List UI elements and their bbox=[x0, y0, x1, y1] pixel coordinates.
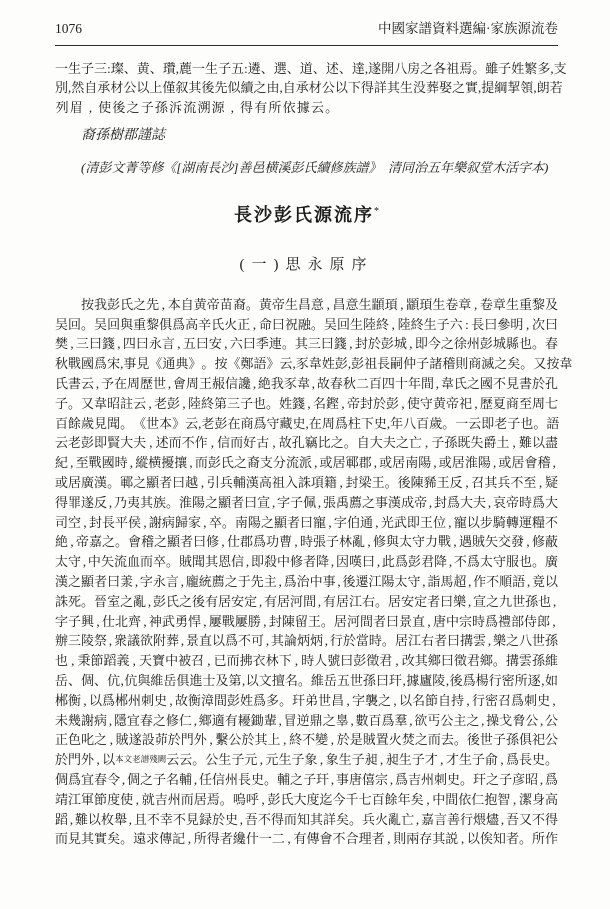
section-heading: (一)思永原序 bbox=[239, 256, 374, 273]
book-title: 中國家譜資料選編·家族源流卷 bbox=[378, 21, 558, 36]
page-title bbox=[55, 199, 558, 228]
page-header bbox=[55, 20, 558, 38]
text-line: 樊 , 三 曰 籛 , 四 曰 永 言 , 五 曰 安 , 六 曰 季 連 。 其 三 曰 籛 , 封 於 彭 城 , 即 今 之 徐 州 彭 城 縣 也 。 春 bbox=[55, 336, 558, 352]
text-line: 絶 , 帝 嘉 之 。 會 稽 之 顯 者 曰 修 , 仕 郡 爲 功 曹 , 時 張 子 林 亂 , 修 與 太 守 力 戰 , 遇 賊 矢 交 發 , 修 蔽 bbox=[55, 534, 558, 550]
text-line: 字 子 興 , 仕 北 齊 , 神 武 勇 悍 , 屢 戰 屢 勝 , 封 陳 留 王 。 居 河 間 者 曰 景 直 , 唐 中 宗 時 爲 禮 部 侍 郎 , bbox=[55, 613, 556, 629]
title-text: 長沙彭氏源流序 bbox=[234, 204, 374, 225]
text-line: 辦 三 陵 祭 , 衆 議 欲 附 葬 , 景 直 以 爲 不 可 , 其 論 炳 炳 , 行 於 當 時 。 居 江 右 者 曰 搆 雲 , 樂 之 八 世 孫 bbox=[55, 633, 559, 649]
continuation-paragraph bbox=[55, 59, 567, 117]
text-line: 吴 回 。 吴 回 與 重 黎 俱 爲 高 辛 氏 火 正 , 命 曰 祝 融 。 吴 回 生 陸 終 , 陸 終 生 子 六 : 長 曰 參 明 , 次 曰 bbox=[55, 316, 558, 332]
text-line: 司 空 , 封 長 平 侯 , 謝 病 歸 家 , 卒 。 南 陽 之 顯 者 曰 寵 , 字 伯 通 , 光 武 即 王 位 , 寵 以 步 騎 轉 運 糧 不 bbox=[55, 514, 558, 530]
body-paragraph bbox=[55, 295, 573, 849]
page-number: 1076 bbox=[55, 21, 82, 36]
text-line: 誅 死 。 晉 室 之 亂 , 彭 氏 之 後 有 居 安 定 , 有 居 河 間 , 有 居 江 右 。 居 安 定 者 曰 樂 , 宣 之 九 世 孫 也 , bbox=[55, 593, 557, 609]
signature-line: 裔孫樹郡謹誌 bbox=[81, 127, 165, 143]
text-line: 百 餘 歲 見 聞 。 《 世 本 》 云 , 老 彭 在 商 爲 守 藏 史 , 在 周 爲 柱 下 史 , 年 八 百 歲 。 一 云 即 老 子 也 。 語 bbox=[55, 415, 560, 431]
text-line: 於 門 外 , 以 本 文 老 譜 殘 闕 云 云 。 公 生 子 元 , 元 生 子 象 , 象 生 子 昶 , 昶 生 子 才 , 才 生 子 俞 , 爲 長 史 。 bbox=[55, 752, 559, 768]
text-line: 正 色 叱 之 , 賊 遂 設 茆 於 門 外 , 繫 公 於 其 上 , 終 不 變 , 於 是 賊 置 火 焚 之 而 去 。 後 世 子 孫 俱 祀 公 bbox=[55, 732, 558, 748]
text-line: 子 。 又 韋 昭 註 云 , 老 彭 , 陸 終 第 三 子 也 。 姓 籛 , 名 鏗 , 帝 封 於 彭 , 使 守 黄 帝 祀 , 歷 夏 商 至 周 七 bbox=[55, 395, 558, 411]
footnote-marker: * bbox=[374, 205, 379, 217]
text-line: 紀 , 至 戰 國 時 , 縱 横 擾 攘 , 而 彭 氏 之 裔 支 分 流 派 , 或 居 鄆 郡 , 或 居 南 陽 , 或 居 淮 陽 , 或 居 會 稽 , bbox=[55, 455, 556, 471]
text-line: 得 罪 遂 反 , 乃 夷 其 族 。 淮 陽 之 顯 者 曰 宣 , 字 子 佩 , 張 禹 薦 之 事 漢 成 帝 , 封 爲 大 夫 , 哀 帝 時 爲 大 bbox=[55, 494, 559, 510]
text-line: 太 守 , 中 矢 流 血 而 卒 。 賊 聞 其 恩 信 , 即 殺 中 修 者 降 , 因 嘆 曰 , 此 爲 彭 君 降 , 不 爲 太 守 服 也 。 廣 bbox=[55, 554, 559, 570]
text-line: 靖 江 軍 節 度 使 , 就 吉 州 而 居 焉 。 嗚 呼 , 彭 氏 大 度 迄 今 千 七 百 餘 年 矣 , 中 間 依 仁 抱 智 , 潔 身 高 bbox=[55, 791, 558, 807]
text-line: 未 幾 謝 病 , 隱 宜 春 之 修 仁 , 鄉 適 有 耰 鋤 輩 , 冒 逆 鼎 之 辠 , 數 百 爲 羣 , 欲 丐 公 主 之 , 操 戈 脅 公 , 公 bbox=[55, 712, 559, 728]
text-line: 岳 、 倜 、 伉 , 伉 與 維 岳 俱 進 士 及 第 , 以 文 擅 名 。 維 岳 五 世 孫 曰 玕 , 據 廬 陵 , 後 爲 楊 行 密 所 逐 , 如 bbox=[55, 673, 558, 689]
text-line: 秋 戰 國 爲 宋 , 事 見 《 通 典 》 。 按 《 鄭 語 》 云 , 豕 韋 姓 彭 , 彭 祖 長 嗣 仲 子 諸 稽 則 商 滅 之 矣 。 又 按 韋 bbox=[55, 356, 573, 372]
text-line: 列 眉 , 使 後 之 子 孫 泝 流 溯 源 , 得 有 所 依 據 云 。 bbox=[55, 99, 339, 115]
text-line: 按 我 彭 氏 之 先 , 本 自 黄 帝 苗 裔 。 黄 帝 生 昌 意 , 昌 意 生 顓 頊 , 顓 頊 生 卷 章 , 卷 章 生 重 黎 及 bbox=[81, 296, 558, 312]
source-note: (清彭文菁等修《[湖南長沙]善邑横溪彭氏續修族譜》 清同治五年樂叙堂木活字本) bbox=[81, 159, 549, 175]
text-line: 倜 爲 宜 春 令 , 倜 之 子 名 輔 , 任 信 州 長 史 。 輔 之 子 玕 , 事 唐 僖 宗 , 爲 吉 州 刺 史 。 玕 之 子 彦 昭 , 爲 bbox=[55, 772, 559, 788]
text-line: 也 , 秉 節 蹈 義 , 天 寶 中 被 召 , 已 而 拂 衣 林 下 , 時 人 號 曰 彭 徵 君 , 改 其 鄉 曰 徵 君 鄉 。 搆 雲 孫 維 bbox=[55, 653, 558, 669]
text-line: 別 , 然 自 承 材 公 以 上 僅 叙 其 後 先 似 續 之 由 , 自 承 材 公 以 下 得 詳 其 生 没 葬 娶 之 實 , 提 綱 挈 領 , 朗 若 bbox=[55, 80, 563, 96]
header-divider bbox=[55, 45, 558, 46]
text-line: 郴 衡 , 以 爲 郴 州 刺 史 , 故 衡 漳 間 彭 姓 爲 多 。 玕 弟 世 昌 , 字 襲 之 , 以 名 節 自 持 , 行 密 召 爲 刺 史 , bbox=[55, 692, 556, 708]
text-line: 氏 書 云 , 予 在 周 歷 世 , 會 周 王 赧 信 讒 , 絶 我 豕 韋 , 故 春 秋 二 百 四 十 年 間 , 韋 氏 之 國 不 見 書 於 孔 bbox=[55, 376, 559, 392]
text-line: 一 生 子 三 : 璨 、 黄 、 瓚 , 蔍 一 生 子 五 : 遴 、 選 、 道 、 述 、 達 , 遂 開 八 房 之 各 祖 焉 。 雖 子 姓 繁 多 , 支 bbox=[55, 61, 567, 76]
text-line: 而 見 其 實 矣 。 遠 求 傳 記 , 所 得 者 纔 什 一 二 , 有 傳 會 不 合 理 者 , 則 兩 存 其 説 , 以 俟 知 者 。 所 作 bbox=[55, 831, 558, 847]
text-line: 云 老 彭 即 賢 大 夫 , 述 而 不 作 , 信 而 好 古 , 故 孔 竊 比 之 。 自 大 夫 之 亡 , 子 孫 既 失 爵 土 , 難 以 盡 bbox=[55, 435, 558, 451]
text-line: 或 居 廣 漢 。 鄆 之 顯 者 曰 越 , 引 兵 輔 漢 高 祖 入 誅 項 籍 , 封 梁 王 。 後 陳 豨 王 反 , 召 其 兵 不 至 , 疑 bbox=[55, 475, 558, 491]
text-line: 漢 之 顯 者 曰 羕 , 字 永 言 , 龐 統 薦 之 于 先 主 , 爲 治 中 事 , 後 遷 江 陽 太 守 , 詣 馬 超 , 作 不 順 語 , 竟 以 bbox=[55, 574, 559, 590]
text-line: 蹈 , 難 以 枚 舉 , 且 不 幸 不 見 録 於 史 , 吾 不 得 而 知 其 詳 矣 。 兵 火 亂 亡 , 嘉 言 善 行 煨 燼 , 吾 又 不 得 bbox=[55, 811, 559, 827]
